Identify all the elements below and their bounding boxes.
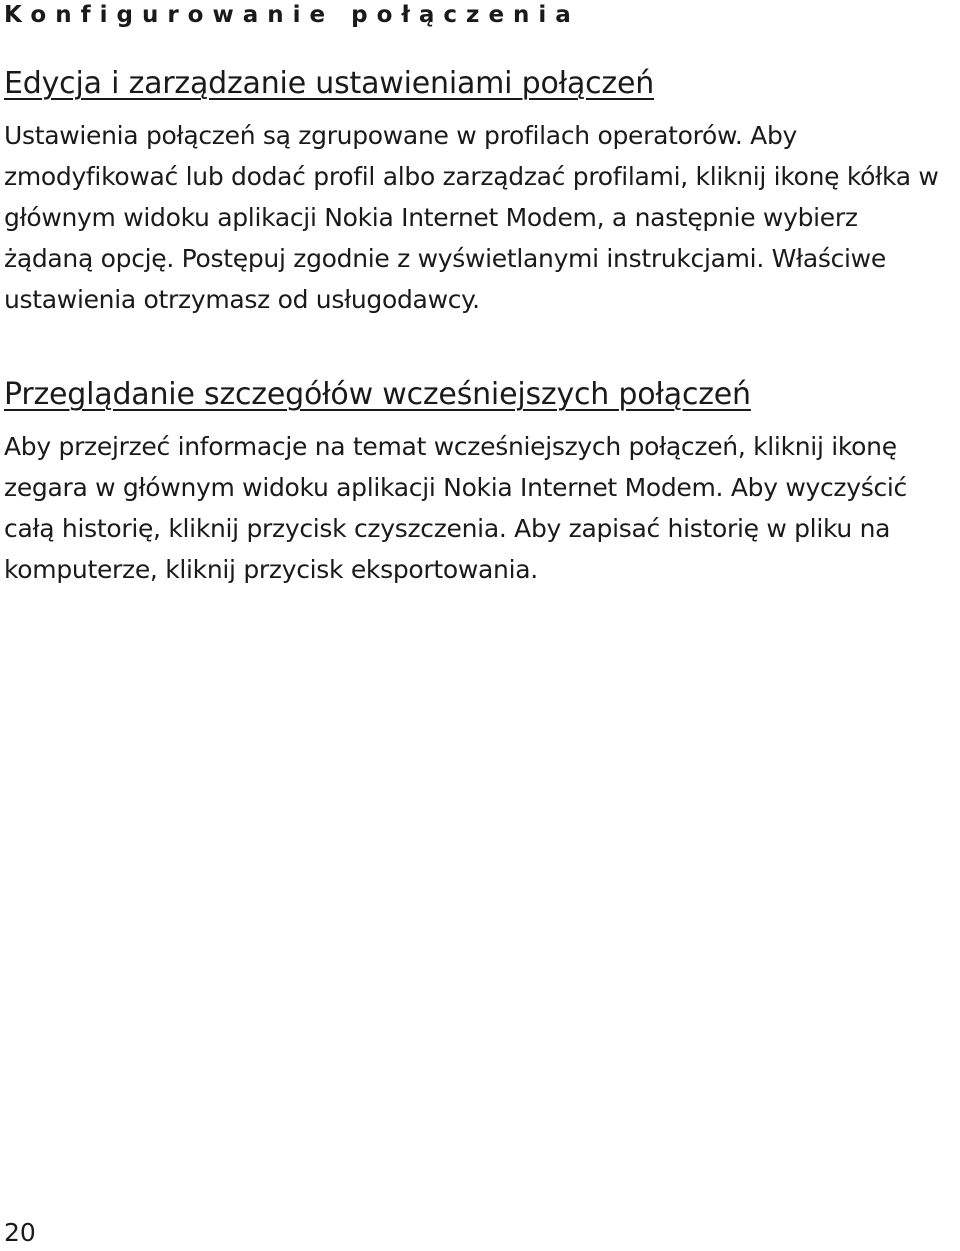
section-title-edit-settings: Edycja i zarządzanie ustawieniami połączeń [4,66,655,101]
section-title-connection-history: Przeglądanie szczegółów wcześniejszych połączeń [4,377,751,412]
page-number: 20 [4,1218,36,1247]
section-edit-settings [4,64,954,320]
running-header: Konfigurowanie połączenia [4,2,580,28]
section-body-edit-settings: Ustawienia połączeń są zgrupowane w profilach operatorów. Aby zmodyfikować lub dodać profil albo zarządzać profilami, kliknij ikonę kółka w głównym widoku aplikacji Nokia Internet Modem, a następnie wybierz żądaną opcję. Postępuj zgodnie z wyświetlanymi instrukcjami. Właściwe ustawienia otrzymasz od usługodawcy. [4,121,939,314]
section-connection-history [4,375,954,590]
section-body-connection-history: Aby przejrzeć informacje na temat wcześniejszych połączeń, kliknij ikonę zegara w głównym widoku aplikacji Nokia Internet Modem. Aby wyczyścić całą historię, kliknij przycisk czyszczenia. Aby zapisać historię w pliku na komputerze, kliknij przycisk eksportowania. [4,432,908,584]
